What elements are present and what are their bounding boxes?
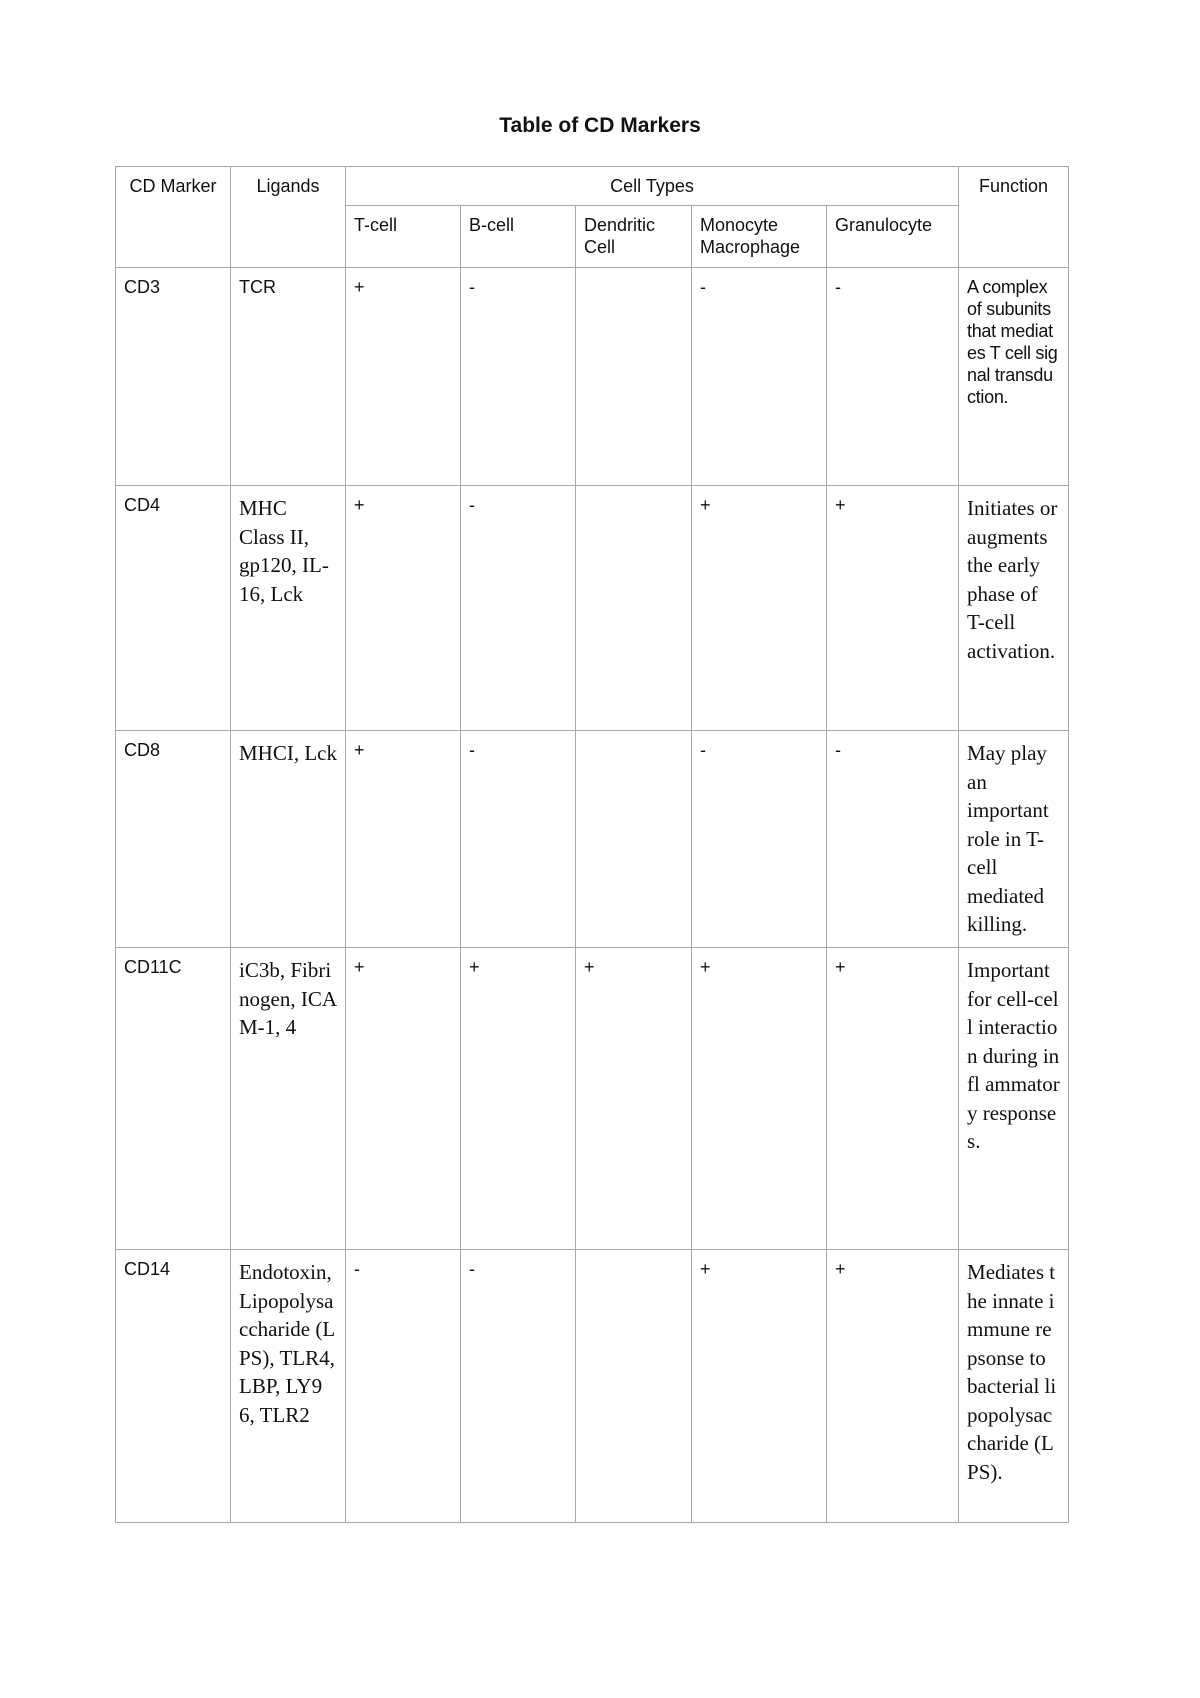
header-t-cell: T-cell — [346, 206, 461, 268]
table-row — [116, 1250, 1069, 1523]
granulocyte-value: + — [827, 948, 959, 1250]
granulocyte-value: - — [827, 268, 959, 486]
t-cell-value: + — [346, 948, 461, 1250]
dendritic-cell-value — [576, 731, 692, 948]
monocyte-macrophage-value: + — [692, 486, 827, 731]
ligands-cell: Endotoxin, Lipopolysaccharide (LPS), TLR4, LBP, LY96, TLR2 — [231, 1250, 346, 1523]
header-function: Function — [959, 167, 1069, 268]
dendritic-cell-value — [576, 268, 692, 486]
function-cell: May play an important role in T-cell mediated killing. — [959, 731, 1069, 948]
t-cell-value: + — [346, 268, 461, 486]
monocyte-macrophage-value: + — [692, 948, 827, 1250]
t-cell-value: - — [346, 1250, 461, 1523]
granulocyte-value: - — [827, 731, 959, 948]
function-cell: A complex of subunits that mediates T cell signal transduction. — [959, 268, 1069, 486]
table-row — [116, 731, 1069, 948]
b-cell-value: + — [461, 948, 576, 1250]
granulocyte-value: + — [827, 1250, 959, 1523]
header-dendritic-cell: Dendritic Cell — [576, 206, 692, 268]
table-row — [116, 948, 1069, 1250]
cd-marker-cell: CD14 — [116, 1250, 231, 1523]
b-cell-value: - — [461, 268, 576, 486]
function-cell: Important for cell-cell interaction during infl ammatory responses. — [959, 948, 1069, 1250]
cd-marker-cell: CD4 — [116, 486, 231, 731]
function-cell: Initiates or augments the early phase of T-cell activation. — [959, 486, 1069, 731]
header-cd-marker: CD Marker — [116, 167, 231, 268]
t-cell-value: + — [346, 731, 461, 948]
b-cell-value: - — [461, 486, 576, 731]
ligands-cell: MHCI, Lck — [231, 731, 346, 948]
header-ligands: Ligands — [231, 167, 346, 268]
monocyte-macrophage-value: + — [692, 1250, 827, 1523]
header-granulocyte: Granulocyte — [827, 206, 959, 268]
granulocyte-value: + — [827, 486, 959, 731]
cd-marker-cell: CD11C — [116, 948, 231, 1250]
t-cell-value: + — [346, 486, 461, 731]
monocyte-macrophage-value: - — [692, 268, 827, 486]
dendritic-cell-value — [576, 1250, 692, 1523]
dendritic-cell-value: + — [576, 948, 692, 1250]
cd-marker-cell: CD3 — [116, 268, 231, 486]
dendritic-cell-value — [576, 486, 692, 731]
b-cell-value: - — [461, 731, 576, 948]
ligands-cell: TCR — [231, 268, 346, 486]
table-row — [116, 486, 1069, 731]
header-cell-types: Cell Types — [346, 167, 959, 206]
ligands-cell: iC3b, Fibrinogen, ICAM-1, 4 — [231, 948, 346, 1250]
page-title: Table of CD Markers — [499, 114, 701, 137]
table-row — [116, 268, 1069, 486]
cd-marker-cell: CD8 — [116, 731, 231, 948]
header-b-cell: B-cell — [461, 206, 576, 268]
header-monocyte-macrophage: Monocyte Macrophage — [692, 206, 827, 268]
cd-markers-table — [115, 166, 1069, 1523]
ligands-cell: MHC Class II, gp120, IL-16, Lck — [231, 486, 346, 731]
b-cell-value: - — [461, 1250, 576, 1523]
monocyte-macrophage-value: - — [692, 731, 827, 948]
function-cell: Mediates the innate immune repsonse to bacterial lipopolysaccharide (LPS). — [959, 1250, 1069, 1523]
